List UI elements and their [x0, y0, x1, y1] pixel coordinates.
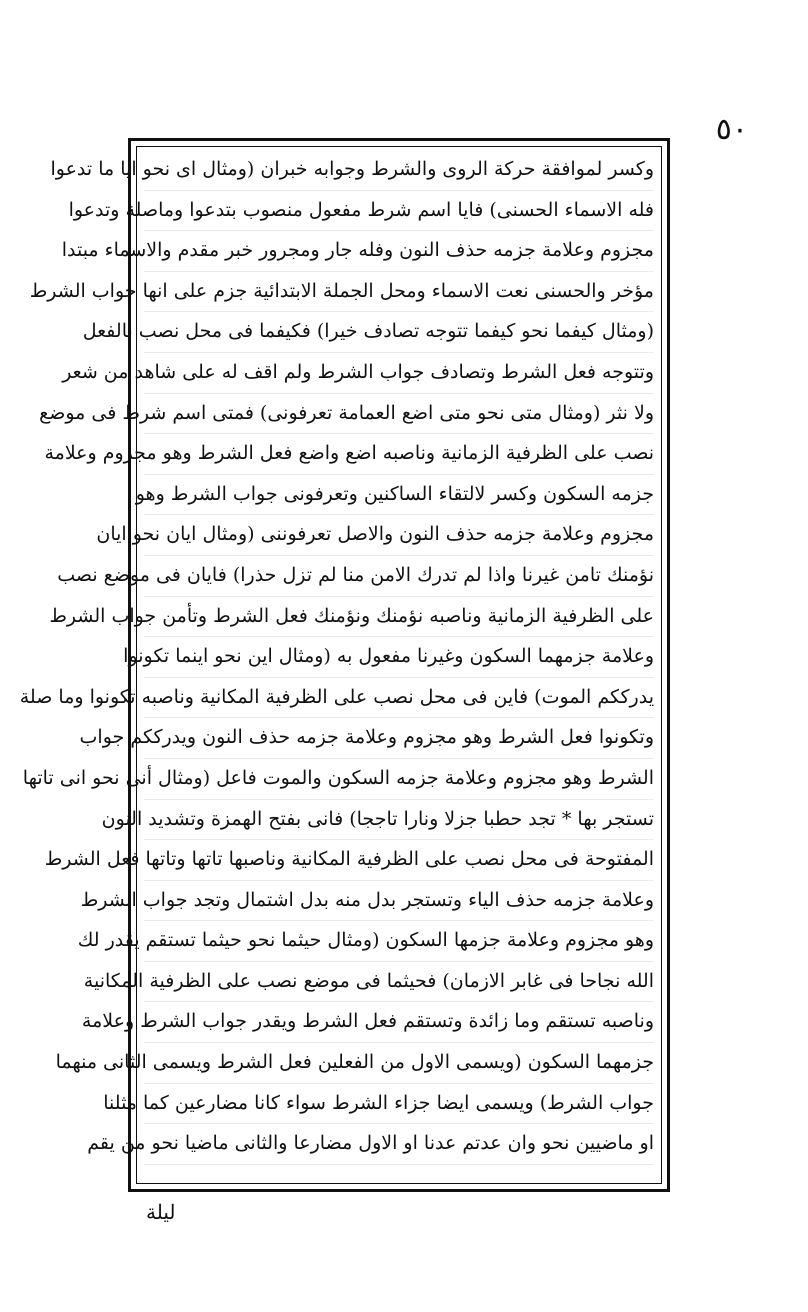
text-line: وعلامة جزمهما السكون وغيرنا مفعول به (ومثال اين نحو اينما تكونوا — [144, 637, 654, 678]
text-line: يدرككم الموت) فاين فى محل نصب على الظرفية المكانية وناصبه تكونوا وما صلة — [144, 678, 654, 719]
text-line: مؤخر والحسنى نعت الاسماء ومحل الجملة الابتدائية جزم على انها جواب الشرط — [144, 272, 654, 313]
text-line: الشرط وهو مجزوم وعلامة جزمه السكون والموت فاعل (ومثال أنى نحو انى تاتها — [144, 759, 654, 800]
text-line: نؤمنك تامن غيرنا واذا لم تدرك الامن منا لم تزل حذرا) فايان فى موضع نصب — [144, 556, 654, 597]
text-line: المفتوحة فى محل نصب على الظرفية المكانية وناصبها تاتها وتاتها فعل الشرط — [144, 840, 654, 881]
text-line: وتتوجه فعل الشرط وتصادف جواب الشرط ولم اقف له على شاهد من شعر — [144, 353, 654, 394]
catchword: ليلة — [146, 1200, 176, 1224]
text-line: وكسر لموافقة حركة الروى والشرط وجوابه خبران (ومثال اى نحو ايا ما تدعوا — [144, 150, 654, 191]
text-line: او ماضيين نحو وان عدتم عدنا او الاول مضارعا والثانى ماضيا نحو من يقم — [144, 1124, 654, 1165]
text-line: على الظرفية الزمانية وناصبه نؤمنك ونؤمنك فعل الشرط وتأمن جواب الشرط — [144, 597, 654, 638]
text-line: جواب الشرط) ويسمى ايضا جزاء الشرط سواء كانا مضارعين كما مثلنا — [144, 1084, 654, 1125]
page-number: ٥٠ — [715, 112, 748, 147]
text-line: مجزوم وعلامة جزمه حذف النون وفله جار ومجرور خبر مقدم والاسماء مبتدا — [144, 231, 654, 272]
text-block — [19, 150, 654, 1180]
text-line: فله الاسماء الحسنى) فايا اسم شرط مفعول منصوب بتدعوا وماصلة وتدعوا — [144, 191, 654, 232]
text-line: وعلامة جزمه حذف الياء وتستجر بدل منه بدل اشتمال وتجد جواب الشرط — [144, 881, 654, 922]
text-line: جزمه السكون وكسر لالتقاء الساكنين وتعرفونى جواب الشرط وهو — [144, 475, 654, 516]
text-line: تستجر بها * تجد حطبا جزلا ونارا تاججا) فانى بفتح الهمزة وتشديد النون — [144, 800, 654, 841]
text-line: وتكونوا فعل الشرط وهو مجزوم وعلامة جزمه حذف النون ويدرككم جواب — [144, 718, 654, 759]
text-line: نصب على الظرفية الزمانية وناصبه اضع واضع فعل الشرط وهو مجزوم وعلامة — [144, 434, 654, 475]
text-line: مجزوم وعلامة جزمه حذف النون والاصل تعرفوننى (ومثال ايان نحو ايان — [144, 515, 654, 556]
text-line: ولا نثر (ومثال متى نحو متى اضع العمامة تعرفونى) فمتى اسم شرط فى موضع — [144, 394, 654, 435]
text-line: وناصبه تستقم وما زائدة وتستقم فعل الشرط ويقدر جواب الشرط وعلامة — [144, 1002, 654, 1043]
text-line: الله نجاحا فى غابر الازمان) فحيثما فى موضع نصب على الظرفية المكانية — [144, 962, 654, 1003]
text-line: جزمهما السكون (ويسمى الاول من الفعلين فعل الشرط ويسمى الثانى منهما — [144, 1043, 654, 1084]
text-line: وهو مجزوم وعلامة جزمها السكون (ومثال حيثما نحو حيثما تستقم يقدر لك — [144, 921, 654, 962]
text-line: (ومثال كيفما نحو كيفما تتوجه تصادف خيرا) فكيفما فى محل نصب بالفعل — [144, 312, 654, 353]
